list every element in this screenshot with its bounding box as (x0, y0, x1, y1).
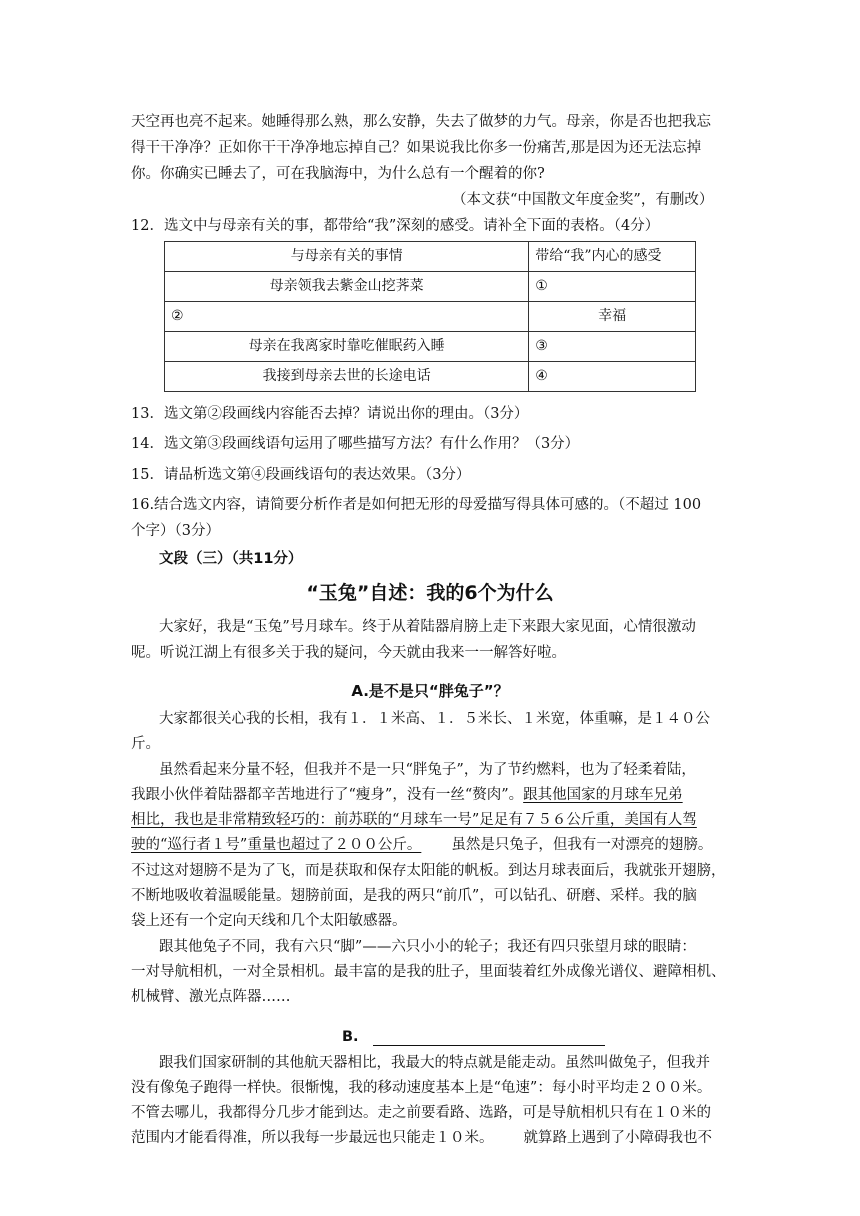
table-header: 与母亲有关的事情 (165, 242, 529, 272)
subheading-a: A.是不是只“胖兔子”？ (351, 682, 509, 700)
passage-line: 你。你确实已睡去了，可在我脑海中，为什么总有一个醒着的你? (131, 166, 545, 182)
table-cell: 我接到母亲去世的长途电话 (165, 362, 529, 392)
table-header-row (165, 242, 696, 272)
subheading-b (342, 1024, 605, 1050)
answer-blank-cell: ① (529, 272, 696, 302)
answer-blank-cell: ④ (529, 362, 696, 392)
para-line (131, 1125, 712, 1151)
plain-text: 就算路上遇到了小障碍我也不 (523, 1130, 712, 1146)
plain-text: 虽然是只兔子，但我有一对漂亮的翅膀。 (451, 837, 713, 853)
table-cell: 母亲领我去紫金山挖荠菜 (165, 272, 529, 302)
answer-blank-cell: ③ (529, 332, 696, 362)
section-heading: 文段（三）（共11分） (159, 551, 303, 567)
feelings-table (164, 241, 696, 392)
source-note: （本文获“中国散文年度金奖”，有删改） (452, 192, 714, 208)
para-line: 不过这对翅膀不是为了飞，而是获取和保存太阳能的帆板。到达月球表面后，我就张开翅膀， (131, 863, 726, 879)
answer-blank-cell: ② (165, 302, 529, 332)
passage-line: 天空再也亮不起来。她睡得那么熟，那么安静，失去了做梦的力气。母亲，你是否也把我忘 (131, 114, 711, 130)
question-14: 14．选文第③段画线语句运用了哪些描写方法？有什么作用？（3分） (131, 436, 580, 452)
para-line: 袋上还有一个定向天线和几个太阳敏感器。 (131, 913, 407, 929)
para-line: 机械臂、激光点阵器…… (131, 989, 291, 1005)
underlined-text: 驶的“巡行者１号”重量也超过了２００公斤。 (131, 837, 422, 853)
table-cell: 母亲在我离家时靠吃催眠药入睡 (165, 332, 529, 362)
plain-text: 范围内才能看得准，所以我每一步最远也只能走１０米。 (131, 1130, 494, 1146)
para-line: 大家都很关心我的长相，我有１．１米高、１．５米长、１米宽，体重嘛，是１４０公 (159, 711, 710, 727)
table-row (165, 362, 696, 392)
para-line: 一对导航相机，一对全景相机。最丰富的是我的肚子，里面装着红外成像光谱仪、避障相机、 (131, 964, 726, 980)
para-line: 不断地吸收着温暖能量。翅膀前面，是我的两只“前爪”，可以钻孔、研磨、采样。我的脑 (131, 888, 697, 904)
para-line: 斤。 (131, 736, 160, 752)
para-line: 没有像兔子跑得一样快。很惭愧，我的移动速度基本上是“龟速”：每小时平均走２００米。 (131, 1080, 712, 1096)
question-15: 15．请品析选文第④段画线语句的表达效果。（3分） (131, 467, 471, 483)
intro-line: 大家好，我是“玉兔”号月球车。终于从着陆器肩膀上走下来跟大家见面，心情很激动 (159, 619, 696, 635)
intro-line: 呢。听说江湖上有很多关于我的疑问，今天就由我来一一解答好啦。 (131, 645, 566, 661)
table-cell: 幸福 (529, 302, 696, 332)
underlined-line: 相比，我也是非常精致轻巧的：前苏联的“月球车一号”足足有７５６公斤重，美国有人驾 (131, 812, 697, 828)
para-line: 虽然看起来分量不轻，但我并不是一只“胖兔子”，为了节约燃料，也为了轻柔着陆， (159, 762, 696, 778)
question-16: 16.结合选文内容，请简要分析作者是如何把无形的母爱描写得具体可感的。（不超过 100 (131, 497, 702, 513)
table-row (165, 302, 696, 332)
table-row (165, 272, 696, 302)
passage-line: 得干干净净？正如你干干净净地忘掉自己？如果说我比你多一份痛苦,那是因为还无法忘掉 (131, 140, 702, 156)
answer-blank-line (373, 1029, 605, 1046)
para-line (131, 782, 683, 808)
table-header: 带给“我”内心的感受 (529, 242, 696, 272)
question-13: 13．选文第②段画线内容能否去掉？请说出你的理由。（3分） (131, 406, 529, 422)
para-line: 跟其他兔子不同，我有六只“脚”——六只小小的轮子；我还有四只张望月球的眼睛： (159, 939, 696, 955)
subheading-b-label: B. (342, 1029, 359, 1045)
para-line: 跟我们国家研制的其他航天器相比，我最大的特点就是能走动。虽然叫做兔子，但我并 (159, 1055, 710, 1071)
article-title: “玉兔”自述：我的6个为什么 (306, 582, 554, 604)
question-16-cont: 个字）（3分） (131, 523, 220, 539)
para-line: 不管去哪儿，我都得分几步才能到达。走之前要看路、选路，可是导航相机只有在１０米的 (131, 1105, 711, 1121)
plain-text: 我跟小伙伴着陆器都辛苦地进行了“瘦身”，没有一丝“赘肉”。 (131, 787, 524, 803)
underlined-text: 跟其他国家的月球车兄弟 (523, 787, 683, 803)
para-line (131, 832, 712, 858)
table-row (165, 332, 696, 362)
question-12: 12．选文中与母亲有关的事，都带给“我”深刻的感受。请补全下面的表格。（4分） (131, 218, 660, 234)
